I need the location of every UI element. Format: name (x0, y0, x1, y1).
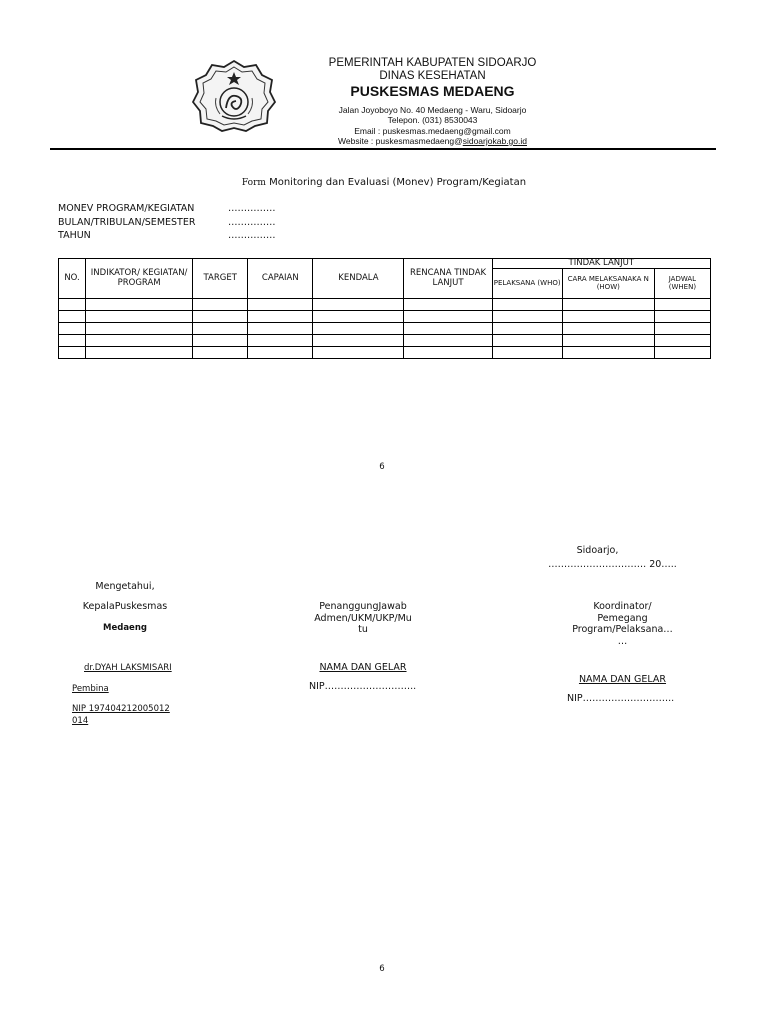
header-pelaksana: PELAKSANA (WHO) (492, 269, 562, 299)
header-phone: Telepon. (031) 8530043 (387, 115, 478, 125)
form-title (0, 177, 768, 188)
field-value-year[interactable]: …………… (228, 230, 276, 241)
field-label-year: TAHUN (58, 230, 91, 241)
sig-middle-unit-cont: tu (358, 624, 368, 635)
field-value-period[interactable]: …………… (228, 217, 276, 228)
field-label-period: BULAN/TRIBULAN/SEMESTER (58, 217, 196, 228)
sig-left-rank: Pembina (72, 684, 109, 694)
sig-right-name: NAMA DAN GELAR (578, 674, 667, 685)
header-rencana: RENCANA TINDAK LANJUT (404, 259, 492, 299)
sig-right-role: Pemegang (597, 613, 648, 624)
sig-middle-name: NAMA DAN GELAR (319, 662, 407, 673)
header-cara: CARA MELAKSANAKA N (HOW) (562, 269, 654, 299)
header-divider (50, 148, 716, 150)
monev-table (58, 258, 711, 359)
table-row (59, 299, 711, 311)
sig-left-nip: NIP 197404212005012 (72, 704, 170, 714)
form-title-rest: Monitoring dan Evaluasi (Monev) Program/Kegiatan (265, 177, 527, 188)
sig-middle-title: PenanggungJawab (319, 601, 407, 612)
website-link[interactable]: sidoarjokab.go.id (462, 136, 527, 146)
header-capaian: CAPAIAN (248, 259, 313, 299)
sig-left-name: dr.DYAH LAKSMISARI (84, 663, 172, 673)
table-row (59, 323, 711, 335)
signature-date[interactable]: …………………………. 20….. (548, 559, 677, 570)
header-kendala: KENDALA (313, 259, 404, 299)
form-title-lead: Form (241, 178, 266, 188)
field-value-program[interactable]: …………… (228, 203, 276, 214)
sig-right-title: Koordinator/ (593, 601, 652, 612)
table-row (59, 311, 711, 323)
header-government: PEMERINTAH KABUPATEN SIDOARJO (328, 57, 537, 69)
header-no: NO. (59, 259, 86, 299)
sig-left-office: Medaeng (103, 623, 147, 633)
header-address: Jalan Joyoboyo No. 40 Medaeng - Waru, Sidoarjo (338, 105, 527, 115)
header-organization: PUSKESMAS MEDAENG (350, 83, 515, 99)
sig-right-program-cont: … (617, 636, 628, 647)
field-label-program: MONEV PROGRAM/KEGIATAN (58, 203, 195, 214)
header-department: DINAS KESEHATAN (379, 70, 486, 82)
sig-left-nip-cont: 014 (72, 716, 89, 726)
header-jadwal: JADWAL (WHEN) (654, 269, 710, 299)
page-number: 6 (379, 964, 385, 974)
header-tindak-lanjut: TINDAK LANJUT (492, 259, 710, 269)
header-website (260, 136, 605, 146)
header-email: Email : puskesmas.medaeng@gmail.com (354, 126, 511, 136)
sig-left-title: KepalaPuskesmas (82, 601, 168, 612)
sig-middle-nip: NIP……………………….. (309, 681, 417, 692)
header-indikator: INDIKATOR/ KEGIATAN/ PROGRAM (86, 259, 193, 299)
sig-middle-unit: Admen/UKM/UKP/Mu (314, 613, 412, 624)
sig-right-program: Program/Pelaksana… (572, 624, 673, 635)
header-target: TARGET (193, 259, 248, 299)
table-row (59, 335, 711, 347)
website-prefix: Website : puskesmasmedaeng@ (338, 136, 463, 146)
sig-left-known: Mengetahui, (95, 581, 155, 592)
sig-right-nip: NIP……………………….. (567, 693, 675, 704)
signature-place: Sidoarjo, (576, 545, 619, 556)
table-row (59, 347, 711, 359)
page-number: 6 (379, 462, 385, 472)
